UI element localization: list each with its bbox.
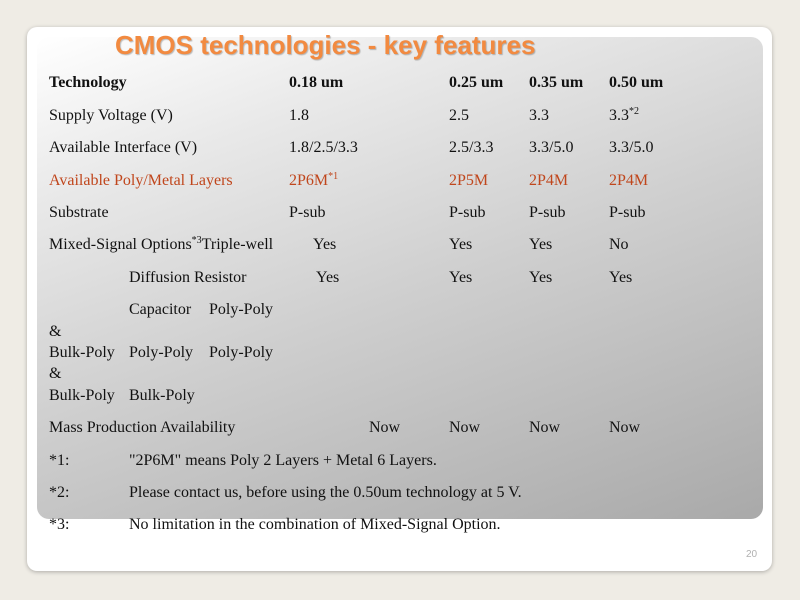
cell-value: Yes (609, 269, 633, 286)
cell-value: P-sub (609, 204, 646, 221)
cell-value: 3.3/5.0 (609, 139, 654, 156)
cell-value: $2P6M^{*1}$ (289, 171, 339, 189)
footnote-mark: *3: (49, 516, 70, 533)
cell-value: Poly-Poly (209, 344, 274, 361)
row-label: Available Interface (V) (49, 139, 198, 156)
row-label: Mass Production Availability (49, 419, 236, 436)
footnote-text: No limitation in the combination of Mixed-Signal Option. (129, 516, 501, 533)
cell-value: Yes (449, 236, 473, 253)
cell-value: P-sub (449, 204, 486, 221)
cell-value: 2.5 (449, 107, 469, 124)
footnote-ref: *2 (629, 106, 639, 117)
cell-value: Yes (529, 269, 553, 286)
footnote-text: "2P6M" means Poly 2 Layers + Metal 6 Layers. (129, 452, 437, 469)
cell-value: 2P4M (609, 172, 649, 189)
cell-value: 2P5M (449, 172, 489, 189)
footnote-mark: *2: (49, 484, 70, 501)
slide-title: CMOS technologies - key features (115, 30, 536, 60)
footnote-mark: *1: (49, 452, 70, 469)
footnote-ref: *3 (191, 235, 202, 246)
cell-value: Now (609, 419, 641, 436)
cell-value: & (49, 365, 62, 382)
footnote-text: Please contact us, before using the 0.50um technology at 5 V. (129, 484, 522, 501)
cell-value: Yes (449, 269, 473, 286)
capacitor-label: Capacitor (129, 301, 192, 318)
page-number: 20 (746, 549, 758, 560)
row-label: Mixed-Signal Options$^{*3}$Triple-well (49, 235, 274, 253)
cell-value: Yes (316, 269, 340, 286)
cell-value: Bulk-Poly (129, 387, 195, 404)
cell-value: Now (529, 419, 561, 436)
cell-value: P-sub (289, 204, 326, 221)
cell-value: Poly-Poly (209, 301, 274, 318)
cell-value: No (609, 236, 629, 253)
cell-value: Yes (313, 236, 337, 253)
footnote-ref: *1 (328, 171, 339, 182)
header-018: 0.18 um (289, 74, 344, 91)
cell-value: Now (449, 419, 481, 436)
row-label: Substrate (49, 204, 109, 221)
header-technology: Technology (49, 74, 127, 91)
cell-value: 1.8 (289, 107, 309, 124)
header-050: 0.50 um (609, 74, 664, 91)
cell-value: 1.8/2.5/3.3 (289, 139, 358, 156)
cell-value: Poly-Poly (129, 344, 194, 361)
cell-value: 3.3/5.0 (529, 139, 574, 156)
row-label: Available Poly/Metal Layers (49, 172, 233, 189)
cell-value: Now (369, 419, 401, 436)
header-035: 0.35 um (529, 74, 584, 91)
cell-value: 3.3$^{*2}$ (609, 106, 639, 124)
cell-value: 2.5/3.3 (449, 139, 494, 156)
cell-value: & (49, 323, 62, 340)
cell-value: 3.3 (529, 107, 549, 124)
cell-value: P-sub (529, 204, 566, 221)
cell-value: Yes (529, 236, 553, 253)
header-025: 0.25 um (449, 74, 504, 91)
row-label: Diffusion Resistor (129, 269, 247, 286)
cell-value: 2P4M (529, 172, 569, 189)
cell-value: Bulk-Poly (49, 387, 115, 404)
row-label: Supply Voltage (V) (49, 107, 173, 124)
cell-value: Bulk-Poly (49, 344, 115, 361)
